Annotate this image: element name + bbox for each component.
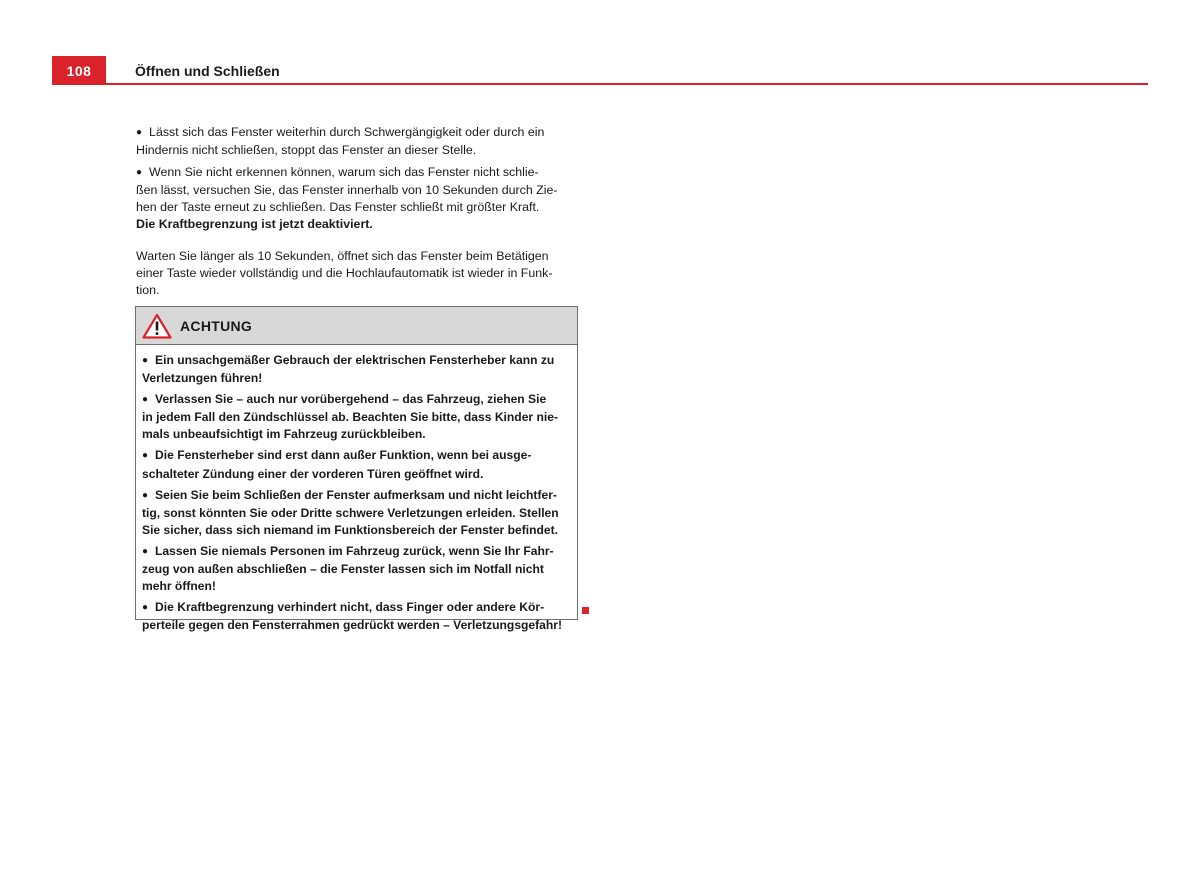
- bullet-item: [136, 124, 580, 160]
- text-line: Verlassen Sie – auch nur vorübergehend – das Fahrzeug, ziehen Sie: [155, 392, 547, 407]
- text-line: Die Kraftbegrenzung verhindert nicht, dass Finger oder andere Kör-: [155, 600, 545, 615]
- body-text: [136, 124, 580, 304]
- end-marker: [582, 607, 589, 614]
- bullet-icon: ●: [136, 127, 143, 138]
- text-line: Lässt sich das Fenster weiterhin durch Schwergängigkeit oder durch ein: [149, 125, 545, 139]
- bullet-icon: ●: [136, 166, 143, 178]
- warning-item: [142, 352, 571, 387]
- warning-item: [142, 447, 571, 482]
- text-line: Sie sicher, dass sich niemand im Funktionsbereich der Fenster befindet.: [142, 522, 559, 537]
- text-line: Verletzungen führen!: [142, 371, 263, 386]
- text-line: Warten Sie länger als 10 Sekunden, öffnet sich das Fenster beim Betätigen: [136, 248, 549, 263]
- warning-title: ACHTUNG: [180, 317, 253, 334]
- header-rule: [52, 83, 1148, 85]
- text-line: perteile gegen den Fensterrahmen gedrückt werden – Verletzungsgefahr!: [142, 618, 563, 633]
- warning-item: [142, 543, 571, 595]
- text-line: tig, sonst könnten Sie oder Dritte schwere Verletzungen erleiden. Stellen: [142, 505, 559, 520]
- text-line: Seien Sie beim Schließen der Fenster aufmerksam und nicht leichtfer-: [155, 487, 557, 502]
- warning-box: [135, 306, 578, 633]
- text-line: einer Taste wieder vollständig und die Hochlaufautomatik ist wieder in Funk-: [136, 266, 553, 281]
- section-title: Öffnen und Schließen: [135, 63, 280, 79]
- text-line: Hindernis nicht schließen, stoppt das Fenster an dieser Stelle.: [136, 143, 477, 158]
- bullet-icon: ●: [142, 450, 149, 462]
- text-line: Die Fensterheber sind erst dann außer Funktion, wenn bei ausge-: [155, 448, 532, 463]
- page-number: 108: [52, 56, 106, 85]
- paragraph: [136, 248, 580, 300]
- text-line: Wenn Sie nicht erkennen können, warum sich das Fenster nicht schlie-: [149, 164, 539, 179]
- bullet-icon: ●: [142, 545, 149, 557]
- text-line: Ein unsachgemäßer Gebrauch der elektrischen Fensterheber kann zu: [155, 353, 555, 367]
- text-line: ßen lässt, versuchen Sie, das Fenster innerhalb von 10 Sekunden durch Zie-: [136, 182, 558, 197]
- text-line: mehr öffnen!: [142, 579, 216, 594]
- bullet-icon: ●: [142, 394, 149, 406]
- text-line: schalteter Zündung einer der vorderen Türen geöffnet wird.: [142, 466, 484, 481]
- text-line: tion.: [136, 283, 160, 298]
- warning-item: [142, 391, 571, 443]
- warning-item: [142, 599, 571, 634]
- bullet-icon: ●: [142, 489, 149, 501]
- text-line: Lassen Sie niemals Personen im Fahrzeug zurück, wenn Sie Ihr Fahr-: [155, 543, 554, 558]
- text-line: in jedem Fall den Zündschlüssel ab. Beachten Sie bitte, dass Kinder nie-: [142, 410, 558, 425]
- warning-triangle-icon: [142, 313, 172, 339]
- text-line: mals unbeaufsichtigt im Fahrzeug zurückbleiben.: [142, 427, 426, 442]
- bold-note: Die Kraftbegrenzung ist jetzt deaktiviert.: [136, 217, 373, 232]
- warning-header: [136, 307, 577, 345]
- bullet-icon: ●: [142, 602, 149, 614]
- bullet-icon: ●: [142, 355, 149, 366]
- warning-item: [142, 487, 571, 539]
- warning-list: [136, 345, 577, 634]
- text-line: hen der Taste erneut zu schließen. Das Fenster schließt mit größter Kraft.: [136, 200, 540, 215]
- text-line: zeug von außen abschließen – die Fenster lassen sich im Notfall nicht: [142, 562, 544, 577]
- bullet-item: [136, 164, 580, 234]
